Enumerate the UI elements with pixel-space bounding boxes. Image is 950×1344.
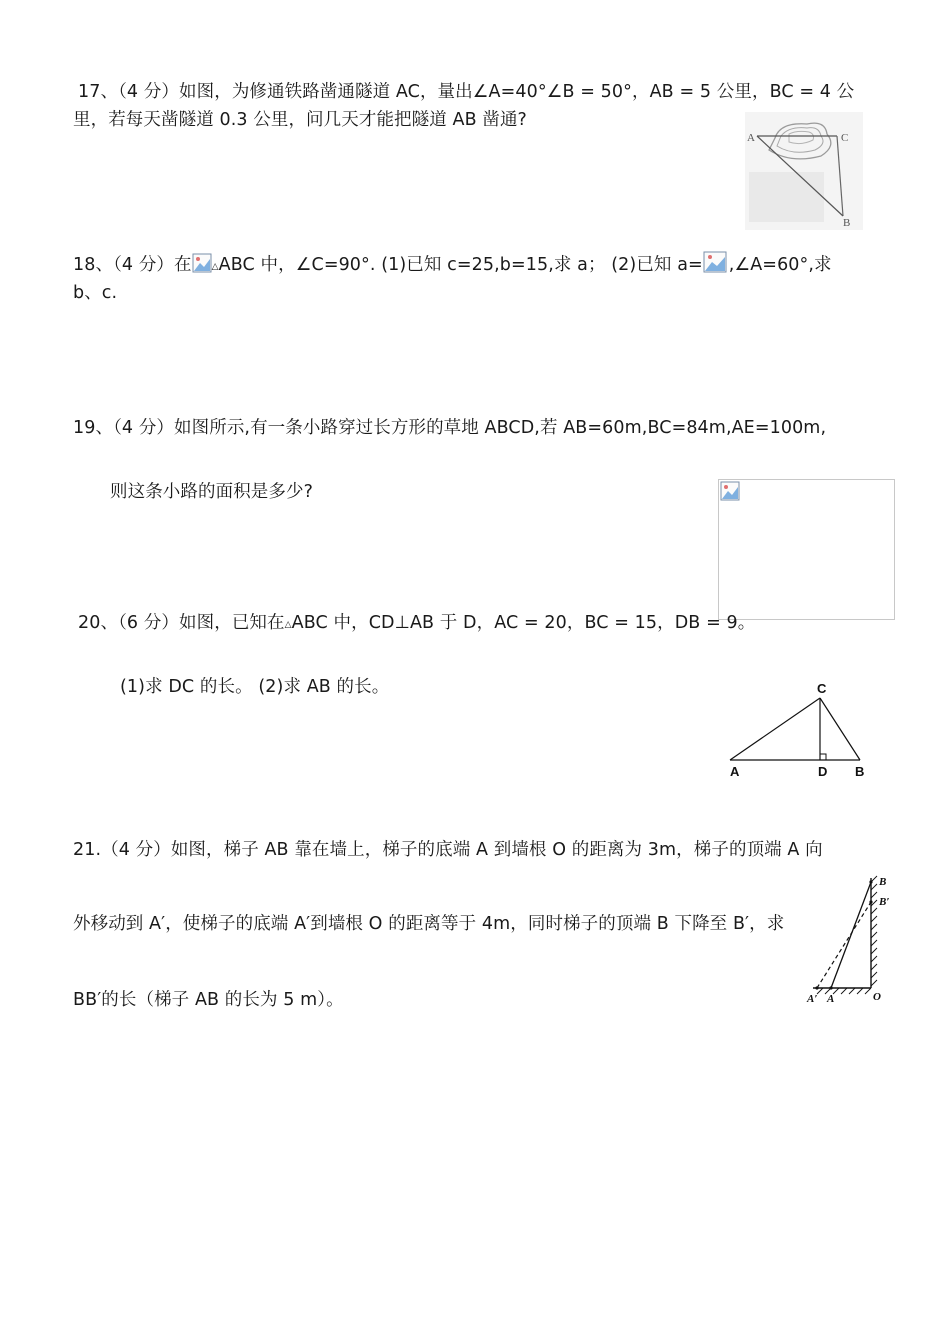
q20-triangle-figure [722,678,872,782]
q18-line1 [73,251,832,279]
q21-line3: BB′的长（梯子 AB 的长为 5 m）。 [73,990,344,1010]
q21-label-b-prime: B′ [879,896,890,908]
q20-label-d: D [818,764,828,779]
q18-line2: b、c. [73,283,118,303]
q18-text-part2: ABC 中，∠C=90°. (1)已知 c=25,b=15,求 a； (2)已知 a= [218,255,703,275]
broken-image-icon [192,253,212,273]
q21-label-a-prime: A′ [807,993,818,1005]
q20-line1 [78,611,755,637]
q20-text-part2: ABC 中，CD⊥AB 于 D，AC = 20，BC = 15，DB = 9。 [291,613,756,633]
q17-line2: 里，若每天凿隧道 0.3 公里，问几天才能把隧道 AB 凿通? [73,110,527,130]
broken-image-icon [720,481,740,501]
q18-text-part1: 18、（4 分）在 [73,255,192,275]
q21-line1: 21.（4 分）如图，梯子 AB 靠在墙上，梯子的底端 A 到墙根 O 的距离为 3m，梯子的顶端 A 向 [73,840,823,860]
q18-triangle-symbol: △ [211,262,219,272]
q20-line2: (1)求 DC 的长。 (2)求 AB 的长。 [120,677,390,697]
q17-label-a: A [747,132,755,144]
q17-line1: 17、（4 分）如图，为修通铁路凿通隧道 AC，量出∠A=40°∠B = 50°，AB = 5 公里，BC = 4 公 [78,82,855,102]
q21-label-b: B [879,876,887,888]
q19-missing-image-frame [718,479,895,620]
q20-label-b: B [855,764,865,779]
q19-line2: 则这条小路的面积是多少? [110,482,313,502]
q20-label-c: C [817,681,827,696]
q17-tunnel-figure [745,112,863,230]
q21-line2: 外移动到 A′，使梯子的底端 A′到墙根 O 的距离等于 4m，同时梯子的顶端 B 下降至 B′，求 [73,914,785,934]
q20-label-a: A [730,764,740,779]
q20-triangle-symbol: △ [284,620,292,630]
q21-label-a: A [827,993,835,1005]
q17-label-b: B [843,217,851,229]
q20-text-part1: 20、（6 分）如图，已知在 [78,613,285,633]
q17-label-c: C [841,132,849,144]
q18-text-part3: ,∠A=60°,求 [728,255,832,275]
q21-ladder-figure [803,872,903,1008]
broken-image-icon [703,251,729,271]
q21-label-o: O [873,991,881,1003]
q19-line1: 19、（4 分）如图所示,有一条小路穿过长方形的草地 ABCD,若 AB=60m,BC=84m,AE=100m, [73,418,827,438]
